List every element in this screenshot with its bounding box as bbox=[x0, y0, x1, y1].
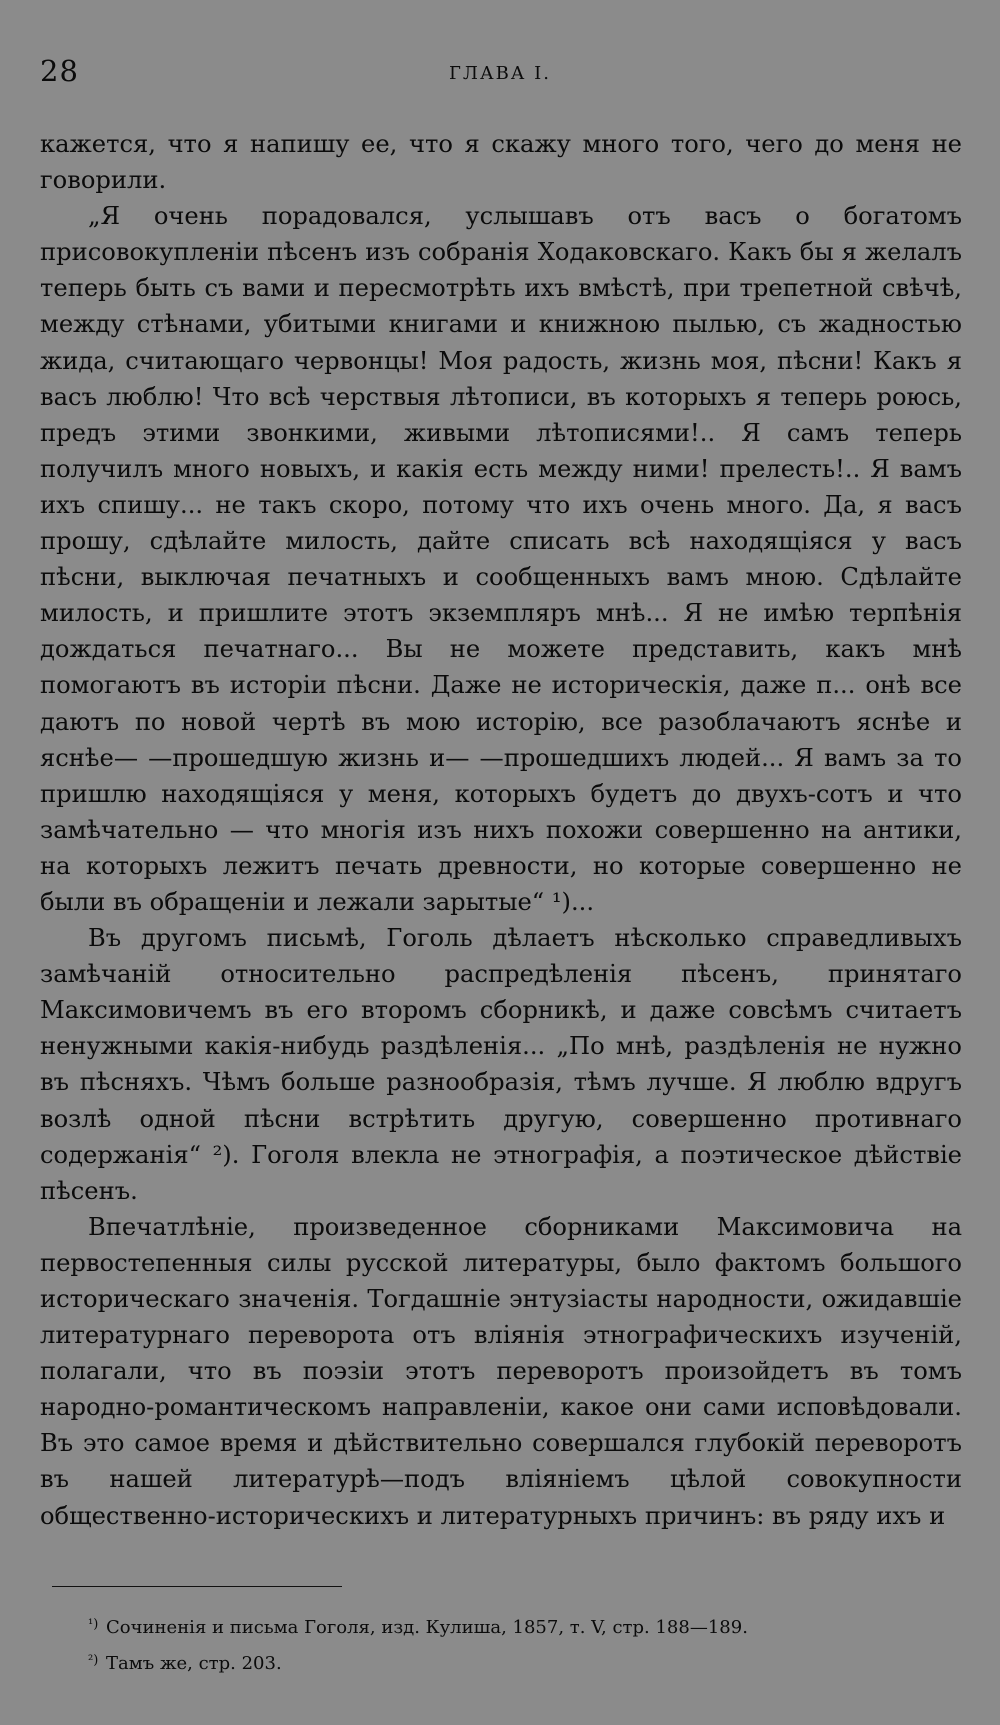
page-number: 28 bbox=[40, 54, 79, 88]
paragraph-gogol-letter-quote: „Я очень порадовался, услышавъ отъ васъ о богатомъ присовокупленіи пѣсенъ изъ собранія Ходаковскаго. Какъ бы я желалъ теперь быть съ вами и пересмотрѣть ихъ вмѣстѣ, при трепетной свѣчѣ, между стѣнами, убитыми книгами и книжною пылью, съ жадностью жида, считающаго червонцы! Моя радость, жизнь моя, пѣсни! Какъ я васъ люблю! Что всѣ черствыя лѣтописи, въ которыхъ я теперь роюсь, предъ этими звонкими, живыми лѣтописями!.. Я самъ теперь получилъ много новыхъ, и какія есть между ними! прелесть!.. Я вамъ ихъ спишу... не такъ скоро, потому что ихъ очень много. Да, я васъ прошу, сдѣлайте милость, дайте списать всѣ находящіяся у васъ пѣсни, выключая печатныхъ и сообщенныхъ вамъ мною. Сдѣлайте милость, и пришлите этотъ экземпляръ мнѣ... Я не имѣю терпѣнія дождаться печатнаго... Вы не можете представить, какъ мнѣ помогаютъ въ исторіи пѣсни. Даже не историческія, даже п... онѣ все даютъ по новой чертѣ въ мою исторію, все разоблачаютъ яснѣе и яснѣе— —прошедшую жизнь и— —прошедшихъ людей... Я вамъ за то пришлю находящіяся у меня, которыхъ будетъ до двухъ-сотъ и что замѣчательно — что многія изъ нихъ похожи совершенно на антики, на которыхъ лежитъ печать древности, но которые совершенно не были въ обращеніи и лежали зарытые“ ¹)... bbox=[40, 202, 962, 916]
footnote-marker: ²) bbox=[88, 1653, 99, 1668]
page-header bbox=[40, 54, 960, 94]
footnote-text: Сочиненія и письма Гоголя, изд. Кулиша, 1857, т. V, стр. 188—189. bbox=[106, 1617, 748, 1638]
footnote-divider bbox=[52, 1586, 342, 1587]
footnote-marker: ¹) bbox=[88, 1617, 99, 1632]
paragraph-another-letter: Въ другомъ письмѣ, Гоголь дѣлаетъ нѣсколько справедливыхъ замѣчаній относительно распредѣленія пѣсенъ, принятаго Максимовичемъ въ его второмъ сборникѣ, и даже совсѣмъ считаетъ ненужными какія-нибудь раздѣленія... „По мнѣ, раздѣленія не нужно въ пѣсняхъ. Чѣмъ больше разнообразія, тѣмъ лучше. Я люблю вдругъ возлѣ одной пѣсни встрѣтить другую, совершенно противнаго содержанія“ ²). Гоголя влекла не этнографія, а поэтическое дѣйствіе пѣсенъ. bbox=[40, 924, 962, 1205]
running-title: ГЛАВА I. bbox=[449, 63, 551, 84]
paragraph-continuation: кажется, что я напишу ее, что я скажу много того, чего до меня не говорили. bbox=[40, 130, 962, 195]
footnote-text: Тамъ же, стр. 203. bbox=[106, 1653, 282, 1674]
footnote-1 bbox=[88, 1608, 948, 1644]
footnotes bbox=[88, 1608, 948, 1680]
body-text bbox=[40, 126, 962, 1534]
paragraph-impression: Впечатлѣніе, произведенное сборниками Максимовича на первостепенныя силы русской литературы, было фактомъ большого историческаго значенія. Тогдашніе энтузіасты народности, ожидавшіе литературнаго переворота отъ вліянія этнографическихъ изученій, полагали, что въ поэзіи этотъ переворотъ произойдетъ въ томъ народно-романтическомъ направленіи, какое они сами исповѣдовали. Въ это самое время и дѣйствительно совершался глубокій переворотъ въ нашей литературѣ—подъ вліяніемъ цѣлой совокупности общественно-историческихъ и литературныхъ причинъ: въ ряду ихъ и bbox=[40, 1212, 962, 1530]
footnote-2 bbox=[88, 1644, 948, 1680]
